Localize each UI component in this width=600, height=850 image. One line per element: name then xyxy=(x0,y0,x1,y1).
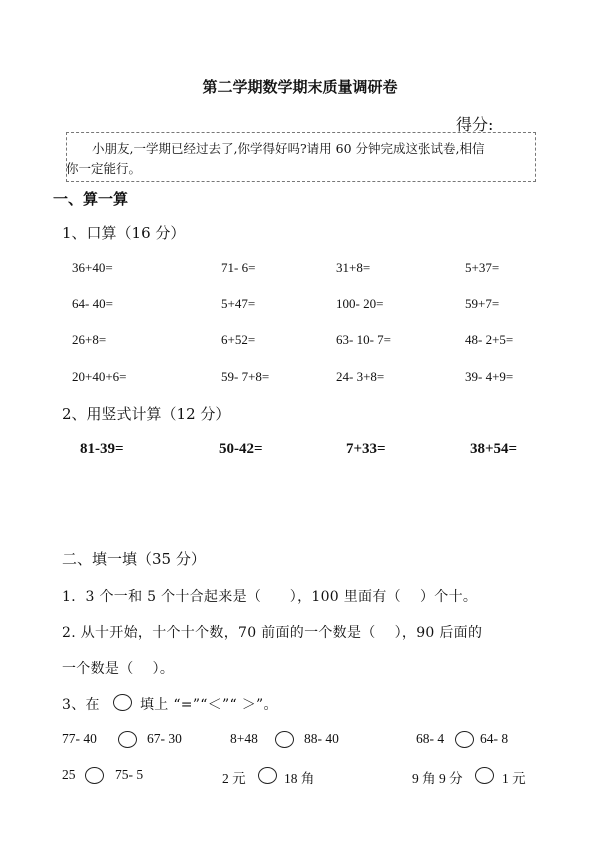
compare-circle-input[interactable] xyxy=(118,731,137,748)
vertical-calc-item: 38+54= xyxy=(470,441,518,457)
question-3-suffix: 填上 “=”“＜”“ ＞”。 xyxy=(140,697,278,713)
vertical-calc-item: 50-42= xyxy=(219,441,263,457)
compare-circle-input[interactable] xyxy=(275,731,294,748)
compare-left: 25 xyxy=(62,767,76,782)
compare-right: 64- 8 xyxy=(480,731,509,746)
vertical-calc-item: 81-39= xyxy=(80,441,124,457)
question-3-prefix: 3、在 xyxy=(62,697,100,713)
oral-calc-item: 64- 40= xyxy=(72,296,113,311)
oral-calc-item: 48- 2+5= xyxy=(465,332,514,347)
compare-circle-input[interactable] xyxy=(475,767,494,784)
compare-right: 88- 40 xyxy=(304,731,339,746)
intro-line-2: 你一定能行。 xyxy=(66,161,142,176)
section-2-title: 二、填一填（35 分） xyxy=(62,550,206,568)
compare-left: 8+48 xyxy=(230,731,258,746)
oral-calc-item: 100- 20= xyxy=(336,296,384,311)
oral-calc-item: 31+8= xyxy=(336,260,371,275)
oral-calc-item: 24- 3+8= xyxy=(336,369,385,384)
oral-calc-item: 59+7= xyxy=(465,296,500,311)
oral-calc-item: 39- 4+9= xyxy=(465,369,514,384)
compare-right: 75- 5 xyxy=(115,767,144,782)
question-2-line-1: 2. 从十开始，十个十个数，70 前面的一个数是（ ），90 后面的 xyxy=(62,625,483,641)
part-1-title: 1、口算（16 分） xyxy=(62,224,186,242)
intro-text xyxy=(66,139,532,179)
section-1-title: 一、算一算 xyxy=(53,190,129,208)
compare-left: 9 角 9 分 xyxy=(412,771,463,786)
question-2-line-2: 一个数是（ ）。 xyxy=(62,661,175,677)
compare-circle-input[interactable] xyxy=(85,767,104,784)
intro-line-1: 小朋友,一学期已经过去了,你学得好吗?请用 60 分钟完成这张试卷,相信 xyxy=(92,141,485,156)
oral-calc-item: 6+52= xyxy=(221,332,256,347)
oral-calc-item: 5+37= xyxy=(465,260,500,275)
oral-calc-item: 59- 7+8= xyxy=(221,369,270,384)
oral-calc-item: 63- 10- 7= xyxy=(336,332,391,347)
compare-left: 2 元 xyxy=(222,771,246,786)
compare-left: 68- 4 xyxy=(416,731,445,746)
compare-circle-input[interactable] xyxy=(455,731,474,748)
compare-right: 1 元 xyxy=(502,771,526,786)
oral-calc-item: 5+47= xyxy=(221,296,256,311)
score-label: 得分: xyxy=(456,115,494,134)
vertical-calc-item: 7+33= xyxy=(346,441,386,457)
compare-circle-icon xyxy=(113,694,132,711)
oral-calc-item: 71- 6= xyxy=(221,260,256,275)
compare-circle-input[interactable] xyxy=(258,767,277,784)
compare-right: 67- 30 xyxy=(147,731,182,746)
part-2-title: 2、用竖式计算（12 分） xyxy=(62,405,231,423)
oral-calc-item: 26+8= xyxy=(72,332,107,347)
compare-right: 18 角 xyxy=(284,771,315,786)
page-title: 第二学期数学期末质量调研卷 xyxy=(202,78,398,96)
compare-left: 77- 40 xyxy=(62,731,97,746)
oral-calc-item: 20+40+6= xyxy=(72,369,127,384)
oral-calc-item: 36+40= xyxy=(72,260,113,275)
question-1: 1．3 个一和 5 个十合起来是（ ），100 里面有（ ）个十。 xyxy=(62,589,478,605)
